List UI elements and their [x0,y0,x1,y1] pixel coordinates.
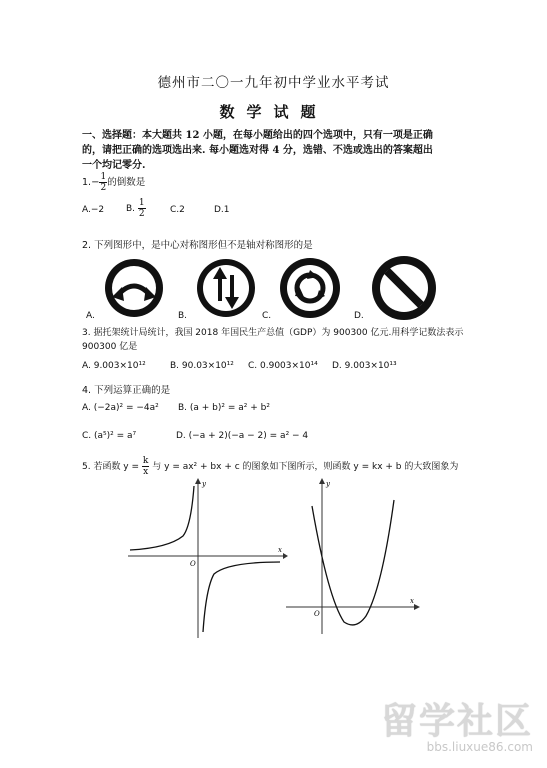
parabola-graph [286,478,420,634]
q2-label-b: B. [178,311,188,321]
q2-label-d: D. [354,311,364,321]
question-4-stem: 4. 下列运算正确的是 [82,385,171,396]
section-instructions-line2: 的，请把正确的选项选出来. 每小题选对得 4 分，选错、不选或选出的答案超出 [82,145,433,156]
figure-d-icon [372,256,436,320]
q1-stem: 的倒数是 [107,177,146,188]
q1-option-b-num: 1 [138,198,145,208]
q5-fraction-num: k [142,456,149,466]
q1-option-b-label: B. [126,204,136,214]
figure-a-icon [105,259,163,317]
q3-option-c: C. 0.9003×10¹⁴ [248,361,318,371]
q5-prefix: 5. 若函数 y = [82,462,140,472]
question-5 [82,456,458,477]
watermark-logo: 留学社区 [380,701,533,742]
q2-label-c: C. [262,311,272,321]
q3-option-d: D. 9.003×10¹³ [332,361,397,371]
parabola-origin-label: O [314,610,320,618]
question-3-line1: 3. 据托架统计局统计，我国 2018 年国民生产总值（GDP）为 900300 亿元.用科学记数法表示 [82,328,464,338]
figure-c-icon [280,258,340,318]
exam-subtitle: 数学试题 [219,103,328,121]
watermark-url: bbs.liuxue86.com [426,740,533,754]
q5-middle: 与 y = ax² + bx + c 的图象如下图所示，则函数 y = kx + b 的大致图象为 [152,462,459,472]
q2-figures [104,255,444,321]
q1-option-b [126,198,146,219]
q5-fraction-den: x [143,467,149,477]
q4-option-a: A. (−2a)² = −4a² [82,403,159,413]
q1-minus: − [91,177,100,188]
hyperbola-y-label: y [202,480,206,488]
q5-fraction [142,456,149,477]
q1-fraction-num: 1 [100,172,107,182]
question-3-line2: 900300 亿是 [82,342,138,352]
q1-option-b-den: 2 [138,209,145,219]
q4-option-d: D. (−a + 2)(−a − 2) = a² − 4 [176,431,309,441]
q1-number: 1. [82,177,92,188]
hyperbola-graph [128,478,288,638]
parabola-y-label: y [326,480,330,488]
q1-option-d: D.1 [214,205,230,215]
q1-fraction-den: 2 [100,183,107,193]
q1-option-a: A.−2 [82,205,105,215]
q3-option-a: A. 9.003×10¹² [82,361,146,371]
question-2-stem: 2. 下列图形中，是中心对称图形但不是轴对称图形的是 [82,240,313,251]
q4-option-b: B. (a + b)² = a² + b² [178,403,270,413]
hyperbola-origin-label: O [190,560,196,568]
question-1 [82,172,145,193]
q1-option-b-fraction [138,198,146,219]
q2-label-a: A. [86,311,95,321]
hyperbola-x-label: x [278,546,282,554]
parabola-x-label: x [410,597,414,605]
q3-option-b: B. 90.03×10¹² [170,361,234,371]
figure-b-icon [197,259,255,317]
watermark [381,693,533,754]
section-instructions-line1: 一、选择题：本大题共 12 小题，在每小题给出的四个选项中，只有一项是正确 [82,130,433,141]
q4-option-c: C. (a⁵)² = a⁷ [82,431,137,441]
q1-option-c: C.2 [170,205,185,215]
section-instructions-line3: 一个均记零分. [82,160,146,171]
exam-title: 德州市二〇一九年初中学业水平考试 [157,75,390,91]
